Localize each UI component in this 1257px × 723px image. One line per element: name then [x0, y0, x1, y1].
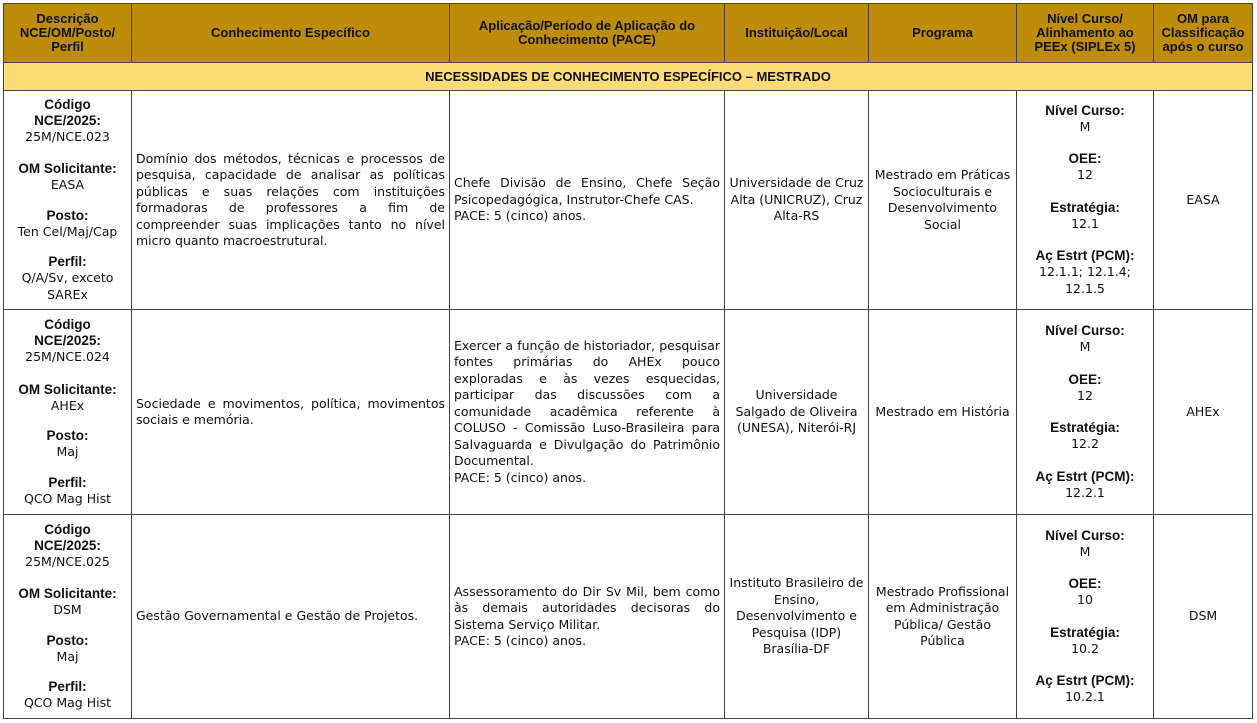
- header-row: [4, 4, 1253, 63]
- aplicacao-text: Exercer a função de historiador, pesquisar fontes primárias do AHEx pouco exploradas e às vezes esquecidas, participar das discussões com a comunidade acadêmica referente à COLUSO - Comissão Luso-Brasileira para Salvaguarda e Divulgação do Patrimônio Documental.: [454, 337, 720, 469]
- conhecimento-cell: Domínio dos métodos, técnicas e processos de pesquisa, capacidade de analisar as políticas públicas e suas relações com instituições formadoras de professores a fim de compreender suas implicações tanto no nível micro quanto macroestrutural.: [132, 91, 450, 310]
- posto-label: Posto:: [46, 207, 89, 223]
- estrategia-label: Estratégia:: [1050, 624, 1120, 640]
- om-solicitante-label: OM Solicitante:: [18, 161, 117, 177]
- oee-value: 12: [1077, 387, 1093, 403]
- codigo-label: Código: [44, 96, 91, 112]
- nivel-cell: [1017, 515, 1154, 719]
- section-title: NECESSIDADES DE CONHECIMENTO ESPECÍFICO – MESTRADO: [4, 63, 1253, 91]
- pace-text: PACE: 5 (cinco) anos.: [454, 633, 587, 648]
- perfil-value: Q/A/Sv, exceto SAREx: [21, 270, 114, 302]
- descricao-cell: [4, 515, 132, 719]
- aplicacao-text: Chefe Divisão de Ensino, Chefe Seção Psicopedagógica, Instrutor-Chefe CAS.: [454, 175, 720, 207]
- descricao-cell: [4, 310, 132, 515]
- ac-estrt-label: Aç Estrt (PCM):: [1035, 673, 1135, 688]
- oee-label: OEE:: [1068, 576, 1102, 591]
- descricao-cell: [4, 91, 132, 310]
- perfil-value: QCO Mag Hist: [23, 695, 112, 710]
- section-row: [4, 63, 1253, 91]
- codigo-label: Código: [44, 317, 91, 332]
- perfil-value: QCO Mag Hist: [23, 490, 112, 506]
- posto-label: Posto:: [46, 428, 89, 443]
- om-solicitante-value: DSM: [53, 602, 82, 617]
- posto-value: Maj: [56, 648, 79, 664]
- estrategia-label: Estratégia:: [1050, 199, 1120, 215]
- instituicao-cell: Instituto Brasileiro de Ensino, Desenvolvimento e Pesquisa (IDP) Brasília-DF: [725, 515, 869, 719]
- aplicacao-cell: [450, 310, 725, 515]
- header-descricao: Descrição NCE/OM/Posto/ Perfil: [4, 4, 132, 63]
- oee-value: 10: [1077, 592, 1093, 607]
- conhecimento-cell: Sociedade e movimentos, política, movimentos sociais e memória.: [132, 310, 450, 515]
- nivel-cell: [1017, 310, 1154, 515]
- header-om: OM para Classificação após o curso: [1154, 4, 1253, 63]
- table-row: [4, 310, 1253, 515]
- table-row: [4, 515, 1253, 719]
- ac-estrt-label: Aç Estrt (PCM):: [1035, 468, 1135, 484]
- aplicacao-cell: [450, 515, 725, 719]
- nivel-curso-value: M: [1079, 118, 1091, 134]
- posto-value: Maj: [56, 444, 79, 459]
- aplicacao-cell: [450, 91, 725, 310]
- estrategia-label: Estratégia:: [1050, 420, 1120, 435]
- om-solicitante-label: OM Solicitante:: [18, 381, 117, 397]
- nivel-cell: [1017, 91, 1154, 310]
- om-solicitante-label: OM Solicitante:: [18, 586, 117, 601]
- header-instituicao: Instituição/Local: [725, 4, 869, 63]
- om-solicitante-value: EASA: [50, 177, 85, 193]
- nivel-curso-label: Nível Curso:: [1045, 102, 1125, 118]
- om-classificacao-cell: EASA: [1154, 91, 1253, 310]
- programa-cell: Mestrado em História: [869, 310, 1017, 515]
- ac-estrt-value: 12.2.1: [1065, 484, 1105, 500]
- oee-value: 12: [1077, 167, 1093, 183]
- codigo-value: 25M/NCE.024: [25, 349, 110, 364]
- oee-label: OEE:: [1068, 151, 1102, 167]
- header-aplicacao: Aplicação/Período de Aplicação do Conhecimento (PACE): [450, 4, 725, 63]
- nivel-curso-value: M: [1079, 339, 1091, 354]
- perfil-label: Perfil:: [48, 254, 87, 270]
- header-conhecimento: Conhecimento Específico: [132, 4, 450, 63]
- oee-label: OEE:: [1068, 371, 1102, 387]
- codigo-label: Código: [44, 521, 91, 537]
- posto-label: Posto:: [46, 632, 89, 648]
- perfil-label: Perfil:: [48, 474, 87, 490]
- conhecimento-cell: Gestão Governamental e Gestão de Projetos.: [132, 515, 450, 719]
- pace-text: PACE: 5 (cinco) anos.: [454, 469, 587, 485]
- nivel-curso-label: Nível Curso:: [1045, 323, 1125, 338]
- estrategia-value: 12.1: [1071, 215, 1099, 231]
- posto-value: Ten Cel/Maj/Cap: [17, 223, 118, 239]
- nce-table: [3, 3, 1253, 719]
- nivel-curso-value: M: [1079, 543, 1091, 559]
- aplicacao-text: Assessoramento do Dir Sv Mil, bem como às demais autoridades decisoras do Sistema Serviço Militar.: [454, 583, 720, 632]
- ac-estrt-label: Aç Estrt (PCM):: [1035, 248, 1135, 264]
- ac-estrt-value: 12.1.1; 12.1.4; 12.1.5: [1039, 264, 1131, 296]
- codigo-label-2: NCE/2025:: [34, 112, 101, 128]
- codigo-label-2: NCE/2025:: [34, 537, 101, 553]
- om-classificacao-cell: AHEx: [1154, 310, 1253, 515]
- perfil-label: Perfil:: [48, 679, 87, 694]
- codigo-label-2: NCE/2025:: [34, 333, 101, 348]
- om-classificacao-cell: DSM: [1154, 515, 1253, 719]
- instituicao-cell: Universidade Salgado de Oliveira (UNESA), Niterói-RJ: [725, 310, 869, 515]
- pace-text: PACE: 5 (cinco) anos.: [454, 208, 587, 224]
- header-programa: Programa: [869, 4, 1017, 63]
- om-solicitante-value: AHEx: [50, 397, 85, 413]
- codigo-value: 25M/NCE.023: [25, 128, 110, 144]
- programa-cell: Mestrado Profissional em Administração Pública/ Gestão Pública: [869, 515, 1017, 719]
- codigo-value: 25M/NCE.025: [25, 553, 110, 569]
- programa-cell: Mestrado em Práticas Socioculturais e Desenvolvimento Social: [869, 91, 1017, 310]
- estrategia-value: 12.2: [1071, 436, 1099, 451]
- estrategia-value: 10.2: [1071, 640, 1099, 656]
- table-row: [4, 91, 1253, 310]
- ac-estrt-value: 10.2.1: [1065, 689, 1105, 704]
- header-nivel: Nível Curso/ Alinhamento ao PEEx (SIPLEx 5): [1017, 4, 1154, 63]
- nivel-curso-label: Nível Curso:: [1045, 527, 1125, 543]
- instituicao-cell: Universidade de Cruz Alta (UNICRUZ), Cruz Alta-RS: [725, 91, 869, 310]
